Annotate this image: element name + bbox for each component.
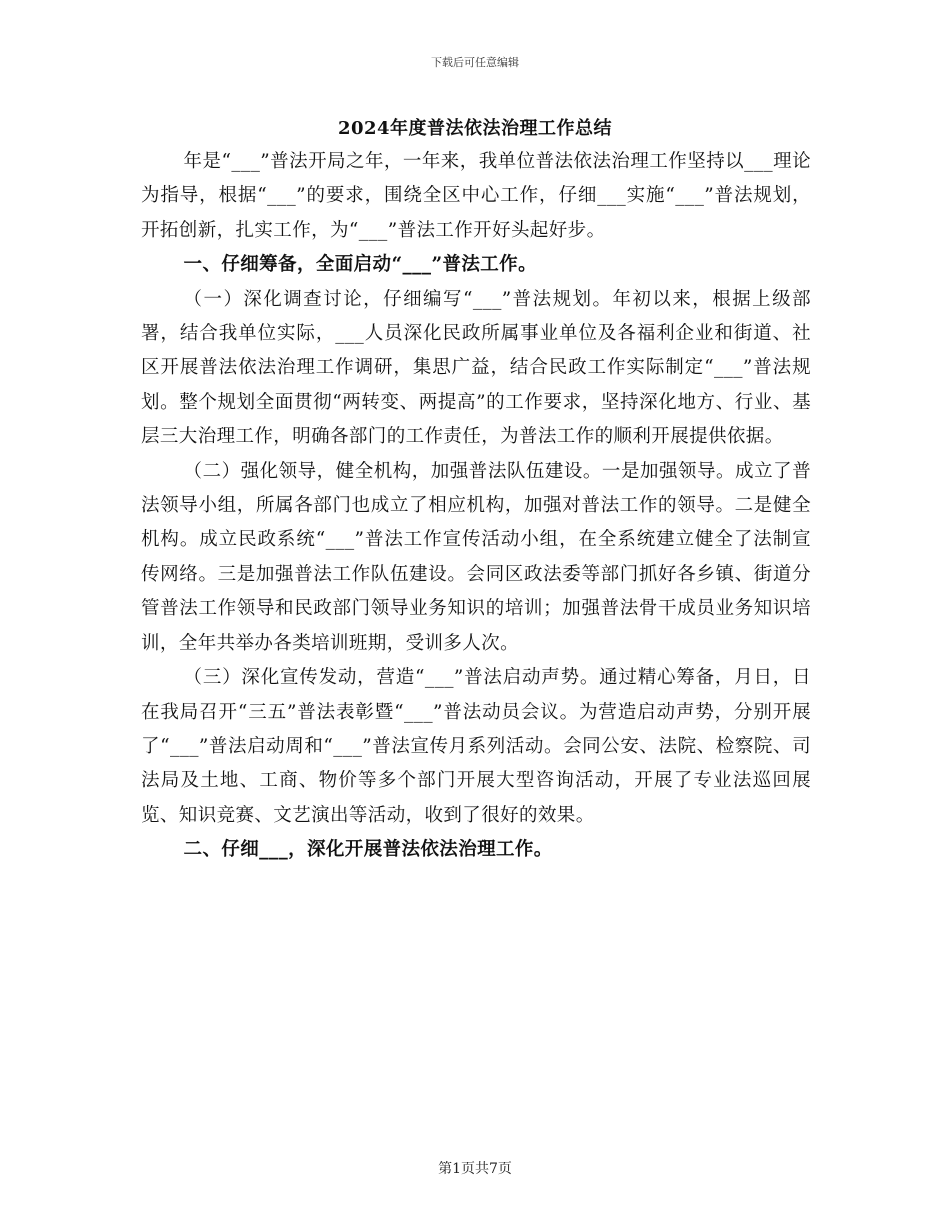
paragraph-intro: 年是“___”普法开局之年，一年来，我单位普法依法治理工作坚持以___理论为指导，根据“___”的要求，围绕全区中心工作，仔细___实施“___”普法规划，开拓创新，扎实工作，为“___”普法工作开好头起好步。 — [141, 151, 811, 241]
paragraph-subsection-1: （一）深化调查讨论，仔细编写“___”普法规划。年初以来，根据上级部署，结合我单位实际，___人员深化民政所属事业单位及各福利企业和街道、社区开展普法依法治理工作调研，集思广益，结合民政工作实际制定“___”普法规划。整个规划全面贯彻“两转变、两提高”的工作要求，坚持深化地方、行业、基层三大治理工作，明确各部门的工作责任，为普法工作的顺利开展提供依据。 — [141, 288, 811, 448]
page-number: 第1页共7页 — [438, 1161, 512, 1177]
paragraph-subsection-3: （三）深化宣传发动，营造“___”普法启动声势。通过精心筹备，月日，日在我局召开“三五”普法表彰暨“___”普法动员会议。为营造启动声势，分别开展了“___”普法启动周和“___”普法宣传月系列活动。会同公安、法院、检察院、司法局及土地、工商、物价等多个部门开展大型咨询活动，开展了专业法巡回展览、知识竞赛、文艺演出等活动，收到了很好的效果。 — [141, 667, 811, 826]
section-heading-1: 一、仔细筹备，全面启动“___”普法工作。 — [183, 254, 537, 276]
header-note: 下载后可任意编辑 — [431, 56, 519, 69]
paragraph-subsection-2: （二）强化领导，健全机构，加强普法队伍建设。一是加强领导。成立了普法领导小组，所属各部门也成立了相应机构，加强对普法工作的领导。二是健全机构。成立民政系统“___”普法工作宣传活动小组，在全系统建立健全了法制宣传网络。三是加强普法工作队伍建设。会同区政法委等部门抓好各乡镇、街道分管普法工作领导和民政部门领导业务知识的培训；加强普法骨干成员业务知识培训，全年共举办各类培训班期，受训多人次。 — [141, 460, 811, 654]
document-body — [141, 145, 811, 868]
document-title: 2024年度普法依法治理工作总结 — [337, 118, 613, 139]
section-heading-2: 二、仔细___，深化开展普法依法治理工作。 — [183, 839, 553, 861]
